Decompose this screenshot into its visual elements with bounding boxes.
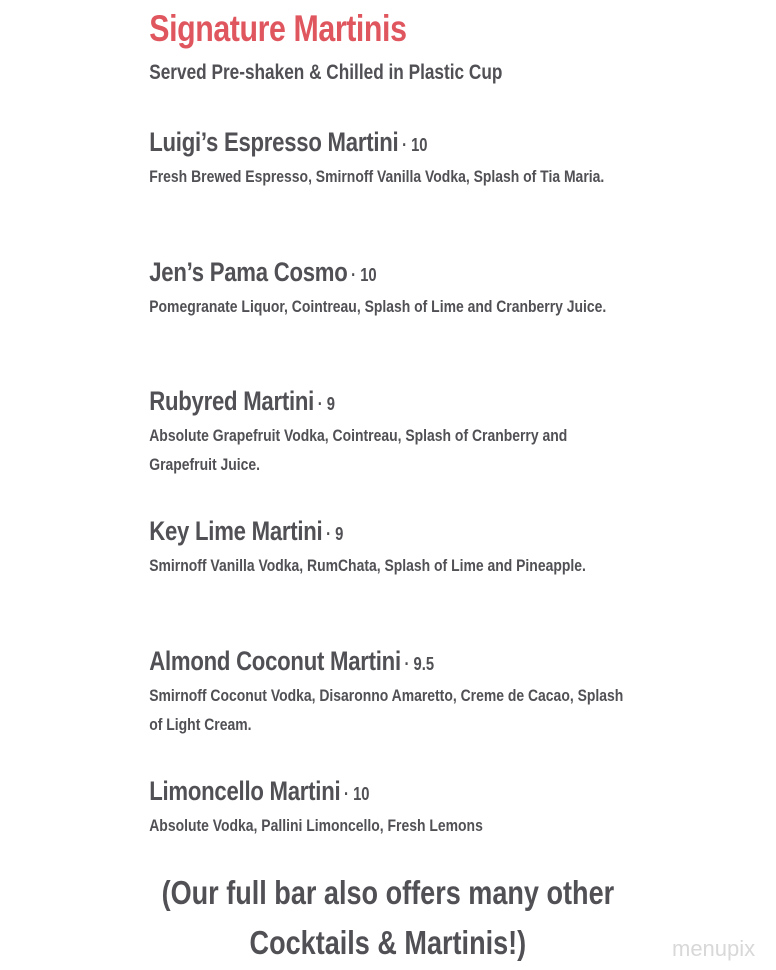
item-name: Rubyred Martini xyxy=(149,386,315,416)
item-description: Fresh Brewed Espresso, Smirnoff Vanilla Vodka, Splash of Tia Maria. xyxy=(149,167,605,186)
item-name: Almond Coconut Martini xyxy=(149,646,401,676)
watermark-logo: menupix xyxy=(672,936,756,961)
item-description: Absolute Vodka, Pallini Limoncello, Fresh Lemons xyxy=(149,816,483,835)
menu-subtitle: Served Pre-shaken & Chilled in Plastic Cup xyxy=(149,61,503,84)
menu-item xyxy=(149,515,633,580)
item-description: Absolute Grapefruit Vodka, Cointreau, Splash of Cranberry and Grapefruit Juice. xyxy=(149,426,568,474)
item-price: · 9.5 xyxy=(404,654,435,674)
footer-note xyxy=(0,868,776,968)
item-description: Smirnoff Coconut Vodka, Disaronno Amaretto, Creme de Cacao, Splash of Light Cream. xyxy=(149,686,624,734)
item-name: Key Lime Martini xyxy=(149,516,323,546)
item-price: · 10 xyxy=(344,784,370,804)
menu-item xyxy=(149,256,633,321)
item-name: Jen’s Pama Cosmo xyxy=(149,257,348,287)
menu-item xyxy=(149,126,633,191)
item-price: · 10 xyxy=(402,135,428,155)
item-description: Pomegranate Liquor, Cointreau, Splash of Lime and Cranberry Juice. xyxy=(149,297,607,316)
item-name: Luigi’s Espresso Martini xyxy=(149,127,399,157)
menu-title: Signature Martinis xyxy=(149,8,407,49)
item-description: Smirnoff Vanilla Vodka, RumChata, Splash of Lime and Pineapple. xyxy=(149,556,586,575)
footer-line-1: (Our full bar also offers many other xyxy=(161,874,615,911)
footer-line-2: Cocktails & Martinis!) xyxy=(249,924,527,961)
item-price: · 9 xyxy=(326,524,344,544)
item-price: · 10 xyxy=(351,265,377,285)
item-name: Limoncello Martini xyxy=(149,776,341,806)
item-price: · 9 xyxy=(317,394,335,414)
menu-item xyxy=(149,645,633,739)
menu-item xyxy=(149,385,633,479)
menu-item xyxy=(149,775,633,840)
